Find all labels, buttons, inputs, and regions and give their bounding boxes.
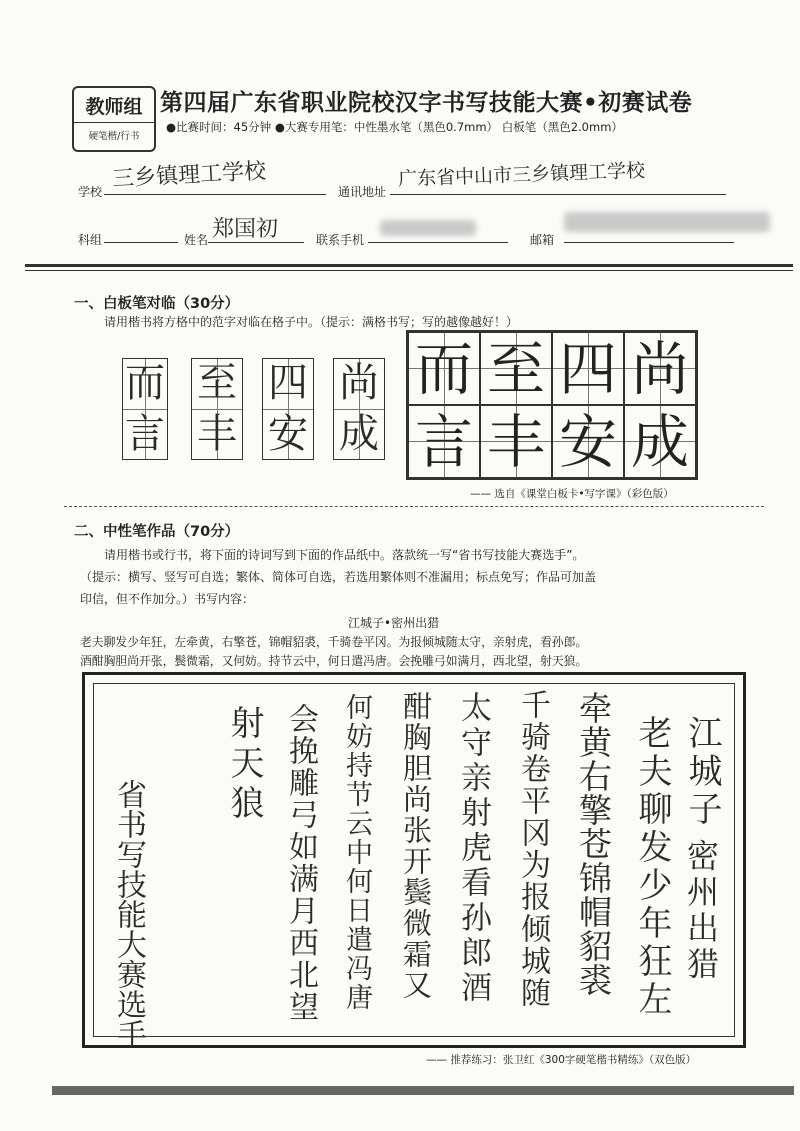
work-column: 老夫聊发少年狂左 xyxy=(632,715,672,1019)
copy-char: 丰 xyxy=(197,411,237,457)
work-column: 何妨持节云中何日遣冯唐 xyxy=(341,693,372,1012)
copy-char: 安 xyxy=(268,411,308,457)
email-label: 邮箱 xyxy=(530,233,555,247)
model-char-block xyxy=(406,330,698,480)
badge-group-label: 教师组 xyxy=(85,96,143,118)
model-cell xyxy=(408,405,480,478)
copy-char: 尚 xyxy=(339,360,379,406)
model-cell xyxy=(624,332,696,405)
model-cell xyxy=(480,405,552,478)
work-paper[interactable] xyxy=(82,672,746,1048)
header-divider xyxy=(25,264,793,267)
address-underline xyxy=(390,194,726,195)
section2-instruction-3: 印信，但不作加分。）书写内容： xyxy=(80,592,255,606)
subject-field[interactable] xyxy=(104,242,178,243)
model-cell xyxy=(408,332,480,405)
copy-grid-2[interactable] xyxy=(191,358,243,460)
poem-line-1: 老夫聊发少年狂，左牵黄，右擎苍，锦帽貂裘，千骑卷平冈。为报倾城随太守，亲射虎，看孙郎。 xyxy=(80,635,588,649)
signature: 省书写技能大赛选手 xyxy=(111,779,146,1049)
name-label: 姓名 xyxy=(184,233,209,247)
name-field[interactable]: 郑国初 xyxy=(212,217,279,242)
section1-heading: 一、白板笔对临（30分） xyxy=(74,296,240,312)
model-cell xyxy=(624,405,696,478)
group-badge xyxy=(72,86,156,152)
copy-char: 而 xyxy=(125,360,165,406)
model-char: 言 xyxy=(414,408,473,476)
work-column: 太守亲射虎看孙郎酒 xyxy=(455,691,491,1006)
model-char: 而 xyxy=(414,335,473,403)
work-column: 牵黄右擎苍锦帽貂裘 xyxy=(574,691,613,997)
phone-label: 联系手机 xyxy=(316,233,365,247)
section2-heading: 二、中性笔作品（70分） xyxy=(74,524,240,540)
poem-line-2: 酒酣胸胆尚开张，鬓微霜，又何妨。持节云中，何日遣冯唐。会挽雕弓如满月，西北望，射天狼。 xyxy=(80,654,588,668)
school-underline xyxy=(104,194,326,195)
badge-style-label: 硬笔楷/行书 xyxy=(88,131,140,142)
model-cell xyxy=(552,332,624,405)
section1-instruction: 请用楷书将方格中的范字对临在格子中。（提示：满格书写；写的越像越好！） xyxy=(104,315,519,329)
model-cell xyxy=(480,332,552,405)
section2-instruction-2: （提示：横写、竖写可自选；繁体、简体可自选，若选用繁体则不准漏用；标点免写；作品可加盖 xyxy=(80,570,597,584)
email-redacted xyxy=(564,212,770,232)
copy-char: 至 xyxy=(197,360,237,406)
copy-char: 四 xyxy=(268,360,308,406)
work-column: 密州出猎 xyxy=(682,839,720,983)
footer-bar xyxy=(52,1086,794,1095)
model-char: 至 xyxy=(486,335,545,403)
copy-char: 成 xyxy=(339,411,379,457)
school-field[interactable]: 三乡镇理工学校 xyxy=(111,158,267,193)
work-column: 会挽雕弓如满月西北望 xyxy=(283,703,318,1023)
header-divider-thin xyxy=(25,270,793,271)
model-char: 成 xyxy=(630,408,689,476)
work-column: 千骑卷平冈为报倾城随 xyxy=(515,689,550,1009)
phone-field[interactable] xyxy=(368,242,508,243)
copy-grid-3[interactable] xyxy=(262,358,314,460)
exam-subinfo: ●比赛时间：45分钟 ●大赛专用笔：中性墨水笔（黑色0.7mm） 白板笔（黑色2.0mm） xyxy=(166,120,623,134)
work-column: 射天狼 xyxy=(224,705,264,825)
model-char: 安 xyxy=(558,408,617,476)
badge-divider xyxy=(74,122,154,123)
section2-instruction-1: 请用楷书或行书，将下面的诗词写到下面的作品纸中。落款统一写“省书写技能大赛选手”。 xyxy=(104,548,585,562)
address-field[interactable]: 广东省中山市三乡镇理工学校 xyxy=(397,159,646,191)
work-column: 酣胸胆尚张开鬓微霜又 xyxy=(399,691,433,1001)
recommend-note: —— 推荐练习：张卫红《300字硬笔楷书精练》（双色版） xyxy=(426,1054,697,1066)
exam-title: 第四届广东省职业院校汉字书写技能大赛•初赛试卷 xyxy=(160,90,693,116)
poem-title: 江城子•密州出猎 xyxy=(348,616,440,630)
copy-grid-4[interactable] xyxy=(333,358,385,460)
model-cell xyxy=(552,405,624,478)
work-column: 江城子 xyxy=(682,715,722,829)
section1-source: —— 选自《课堂白板卡•写字课》（彩色版） xyxy=(470,488,674,500)
subject-label: 科组 xyxy=(78,233,103,247)
school-label: 学校 xyxy=(78,185,103,199)
model-char: 尚 xyxy=(630,335,689,403)
section-divider xyxy=(64,506,764,507)
model-char: 四 xyxy=(558,335,617,403)
phone-redacted xyxy=(380,220,476,236)
model-char: 丰 xyxy=(486,408,545,476)
copy-char: 言 xyxy=(125,411,165,457)
email-field[interactable] xyxy=(564,242,734,243)
copy-grid-1[interactable] xyxy=(122,358,168,460)
address-label: 通讯地址 xyxy=(338,185,387,199)
